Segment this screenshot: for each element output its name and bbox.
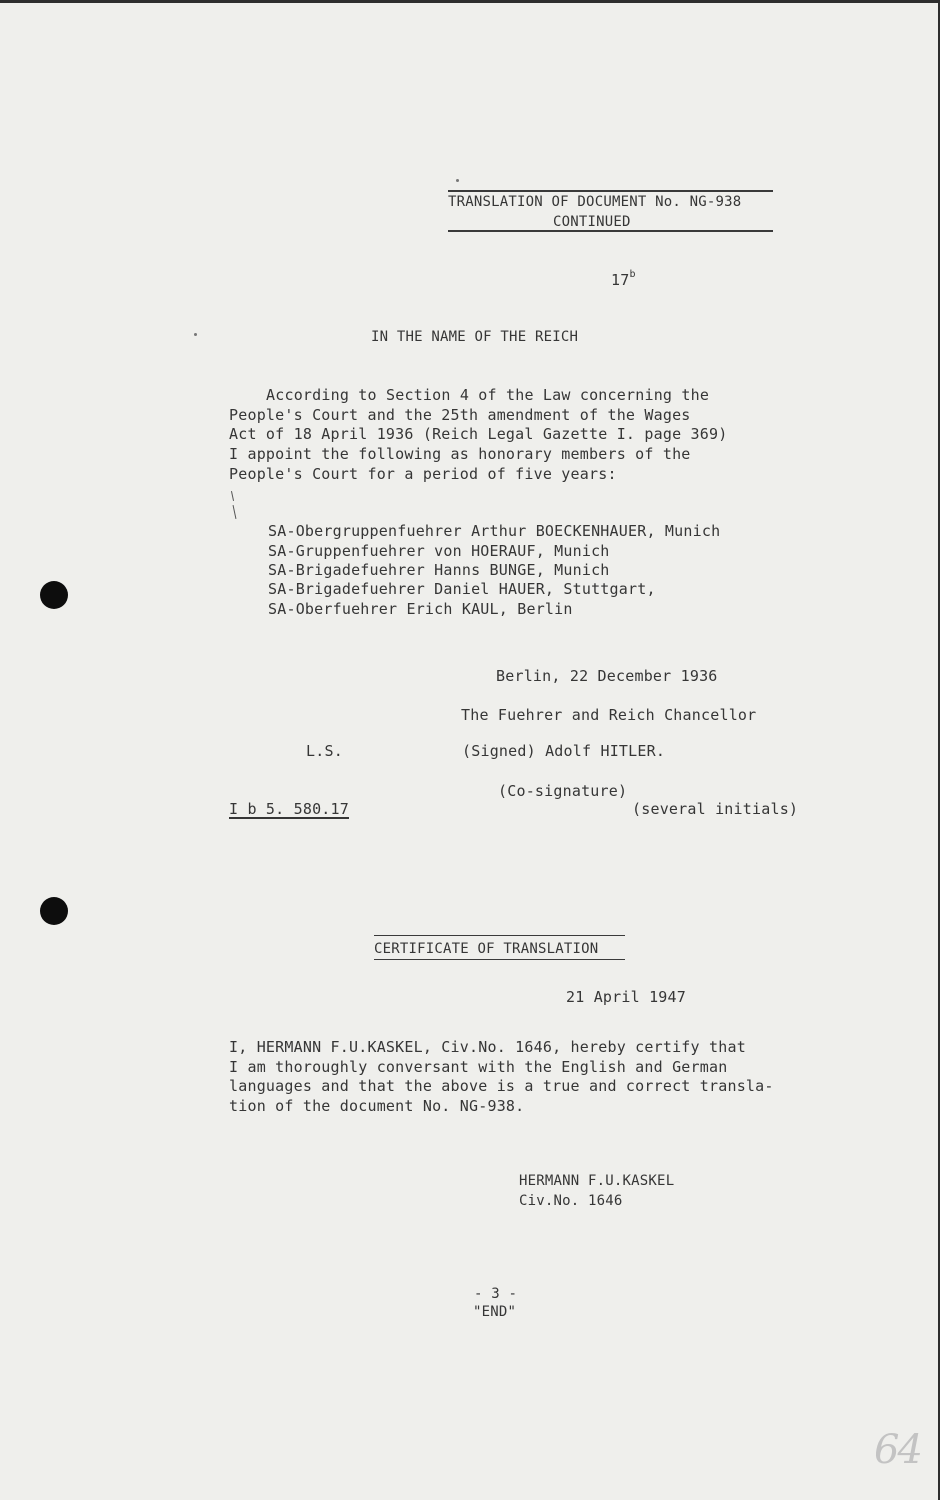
file-reference: I b 5. 580.17 xyxy=(229,800,349,818)
signer-civ-number: Civ.No. 1646 xyxy=(519,1193,623,1209)
seal-mark: L.S. xyxy=(306,742,343,760)
end-mark: "END" xyxy=(473,1304,517,1320)
page-reference xyxy=(611,271,636,289)
member-entry: SA-Brigadefuehrer Hanns BUNGE, Munich xyxy=(268,561,610,579)
certificate-bottom-rule xyxy=(374,959,625,960)
page-reference-number: 17 xyxy=(611,271,630,289)
header-bottom-rule xyxy=(448,230,773,232)
certificate-top-rule xyxy=(374,935,625,936)
member-entry: SA-Oberfuehrer Erich KAUL, Berlin xyxy=(268,600,573,618)
certificate-date: 21 April 1947 xyxy=(566,988,686,1006)
paragraph-line: People's Court and the 25th amendment of the Wages xyxy=(229,406,691,424)
punch-hole-top xyxy=(40,581,68,609)
initials-line: (several initials) xyxy=(632,800,799,818)
cosignature-line: (Co-signature) xyxy=(498,782,628,800)
signature-line: (Signed) Adolf HITLER. xyxy=(462,742,666,760)
pen-mark xyxy=(233,505,237,519)
member-entry: SA-Obergruppenfuehrer Arthur BOECKENHAUER, Munich xyxy=(268,522,721,540)
certificate-line: I am thoroughly conversant with the English and German xyxy=(229,1058,728,1076)
page-reference-suffix: b xyxy=(629,269,636,280)
speck xyxy=(194,333,197,336)
punch-hole-bottom xyxy=(40,897,68,925)
certificate-line: I, HERMANN F.U.KASKEL, Civ.No. 1646, hereby certify that xyxy=(229,1038,746,1056)
speck xyxy=(456,179,459,182)
office-title: The Fuehrer and Reich Chancellor xyxy=(461,706,757,724)
pen-mark xyxy=(231,491,234,501)
paragraph-line: People's Court for a period of five years: xyxy=(229,465,617,483)
continued-label: CONTINUED xyxy=(553,214,631,230)
document-title: TRANSLATION OF DOCUMENT No. NG-938 xyxy=(448,194,742,210)
place-date: Berlin, 22 December 1936 xyxy=(496,667,718,685)
paragraph-line: According to Section 4 of the Law concerning the xyxy=(266,386,710,404)
certificate-line: languages and that the above is a true and correct transla- xyxy=(229,1077,774,1095)
archive-page-number: 64 xyxy=(874,1427,921,1473)
member-entry: SA-Gruppenfuehrer von HOERAUF, Munich xyxy=(268,542,610,560)
paragraph-line: Act of 18 April 1936 (Reich Legal Gazette I. page 369) xyxy=(229,425,728,443)
decree-heading: IN THE NAME OF THE REICH xyxy=(371,329,579,345)
paragraph-line: I appoint the following as honorary members of the xyxy=(229,445,691,463)
signer-name: HERMANN F.U.KASKEL xyxy=(519,1173,675,1189)
member-entry: SA-Brigadefuehrer Daniel HAUER, Stuttgart, xyxy=(268,580,656,598)
certificate-heading: CERTIFICATE OF TRANSLATION xyxy=(374,941,599,957)
header-top-rule xyxy=(448,190,773,192)
certificate-line: tion of the document No. NG-938. xyxy=(229,1097,525,1115)
page-number: - 3 - xyxy=(474,1286,518,1302)
